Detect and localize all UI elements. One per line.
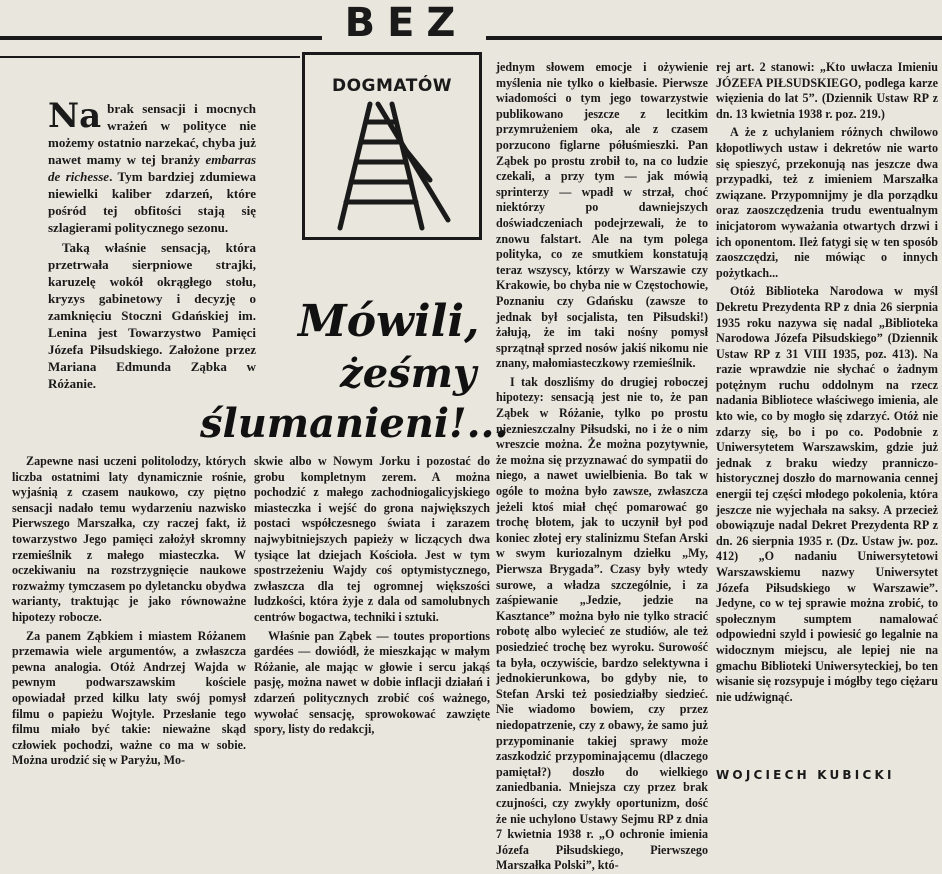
headline-line1: Mówili, bbox=[298, 296, 480, 347]
column-4 bbox=[716, 60, 938, 764]
headline-line3: ślumanieni!... bbox=[200, 400, 509, 447]
intro-p1-b: . Tym bardziej zdumiewa niewielki kaliber zdarzeń, które pośród tej obfitości stają się szlagierami politycznego sezonu. bbox=[48, 169, 257, 235]
intro-p1-a: brak sensacji i mocnych wrażeń w polityce nie możemy ostatnio narzekać, chyba już nawet mamy w tej branży bbox=[48, 101, 256, 167]
headline-line2: żeśmy bbox=[340, 350, 477, 397]
col2-p1: skwie albo w Nowym Jorku i pozostać do grobu kompletnym zerem. A można pochodzić z małego zachodniogalicyjskiego miasteczka i wejść do grona największych postaci współczesnego świata i zarazem najwybitniejszych papieży w liczących dwa tysiące lat dziejach Kościoła. Jest w tym spostrzeżeniu Wajdy coś optymistycznego, zwłaszcza dla tej ogromnej większości ludzkości, która żyje z dala od samolubnych centrów bogactwa, techniki i sztuki. bbox=[254, 454, 490, 624]
header-rule-right bbox=[486, 36, 942, 40]
header-rule-left-thin bbox=[0, 56, 300, 58]
col4-p2: A że z uchylaniem różnych chwilowo kłopotliwych ustaw i dekretów nie warto się spieszyć, przekonują nas jeszcze dwa przypadki, też z imieniem Marszałka związane. Przypomnijmy je dla porządku oraz zaoszczędzenia trudu ewentualnym inicjatorom wyważania otwartych drzwi i ich oponentom. Ileż fatygi się w ten sposób zaoszczędzi, nie mówiąc o innych pożytkach... bbox=[716, 125, 938, 280]
header-rule-left bbox=[0, 36, 322, 40]
dropcap: Na bbox=[48, 96, 102, 136]
col2-p2: Właśnie pan Ząbek — toutes proportions gardées — dowiódł, że mieszkając w małym Różanie, ale mając w głowie i sercu jakąś pasję, można nawet w dobie inflacji działań i zdarzeń politycznych zrobić coś ważnego, wywołać sensację, sprowokować zawzięte spory, listy do redakcji, bbox=[254, 628, 490, 737]
ladder-icon bbox=[318, 100, 468, 232]
intro-text bbox=[48, 96, 257, 391]
column-3 bbox=[496, 60, 708, 873]
intro-p1-em: embarras de richesse bbox=[48, 152, 256, 184]
byline: WOJCIECH KUBICKI bbox=[716, 768, 895, 782]
column-1 bbox=[12, 454, 246, 794]
col1-p2: Za panem Ząbkiem i miastem Różanem przemawia wiele argumentów, a zwłaszcza pewna analogia. Otóż Andrzej Wajda w pewnym podwarszawskim kościele opowiadał przed kilku laty swój pomysł filmu o papieżu Wojtyle. Przesłanie tego filmu miało być takie: nieważne skąd człowiek pochodzi, ważne co ma w sobie. Można urodzić się w Paryżu, Mo- bbox=[12, 628, 246, 768]
section-kicker: BEZ bbox=[344, 0, 468, 46]
col3-p2: I tak doszliśmy do drugiej roboczej hipotezy: sensacją jest nie to, że pan Ząbek w Różanie, tylko po prostu nieznieszczalny Piłsudski, no i że o nim wreszcie można. Że można pozytywnie, że można się przyznawać do sympatii do niego, a nawet uwielbienia. Bo tak w ogóle to można było zawsze, zwłaszcza jeżeli ktoś miał chęć pomarować go trochę błotem, jak to uczynił był pod koniec złotej ery stalinizmu Stefan Arski w swym kuriozalnym dziełku „My, Pierwsza Brygada”. Czasy były wtedy surowe, a władza szczególnie, i za zaśpiewanie „Jedzie, jedzie na Kasztance” można było nie tylko stracić robotę albo wylecieć ze studiów, ale też posiedzieć trochę bez wyroku. Surowość ta była, oczywiście, bardzo selektywna i jednokierunkowa, bo gdyby nie, to Stefan Arski też posiedziałby siedzieć. Nie wiadomo bowiem, czy przez niedopatrzenie, czy z obawy, że samo już przypominanie takiej sprawy może zaszkodzić przypominającemu (dlaczego pamiętał?) doszło do wielkiego zaniedbania. Mniejsza czy przez brak czujności, czy zwykły oportunizm, dość że nie uchylono Ustawy Sejmu RP z dnia 7 kwietnia 1938 r. „O ochronie imienia Józefa Piłsudskiego, Pierwszego Marszałka Polski”, któ- bbox=[496, 374, 708, 873]
column-2 bbox=[254, 454, 490, 794]
col1-p1: Zapewne nasi uczeni politolodzy, których liczba ostatnimi laty dynamicznie rośnie, wyjaśnią z czasem naukowo, czy piętno sensacji nadało temu wydarzeniu nazwisko Pierwszego Marszałka, czy raczej fakt, iż towarzystwo Jego pamięci założył skromny rzemieślnik z małego miasteczka. W oczekiwaniu na rozstrzygnięcie naukowe rozważmy tymczasem po dyletancku obydwa warianty, traktując je jako równoważne hipotezy robocze. bbox=[12, 454, 246, 624]
col4-p3: Otóż Biblioteka Narodowa w myśl Dekretu Prezydenta RP z dnia 26 sierpnia 1935 roku nazywa się nadal „Biblioteka Narodowa Józefa Piłsudskiego” (Dziennik Ustaw RP z 31 VIII 1935, poz. 413). Na razie wprawdzie nie słychać o żadnym potężnym ruchu oddolnym na rzecz nadania Bibliotece właściwego imienia, ale kto wie, co by mogło się zdarzyć. Otóż nie zdarzy się, bo i po co. Podobnie z Uniwersytetem Warszawskim, gdzie już jednak z braku wiedzy pranniczo-historycznej doszło do marnowania cennej energii tej części młodego pokolenia, która jeszcze nie wyjechała na saksy. A przecież obowiązuje nadal Dekret Prezydenta RP z dn. 26 sierpnia 1935 r. (Dz. Ustaw jw. poz. 412) „O nadaniu Uniwersytetowi Warszawskiemu nazwy Uniwersytet Józefa Piłsudskiego w Warszawie”. Jedyne, co w tej sprawie można zrobić, to społecznym sumptem namalować odpowiedni szyld i powiesić go legalnie na widocznym miejscu, ale lepiej nie na gmachu Biblioteki Uniwersyteckiej, bo ten wisanie się rozsypuje i mógłby tego ciężaru nie udźwignąć. bbox=[716, 284, 938, 704]
col3-p1: jednym słowem emocje i ożywienie myślenia nie tylko o kiełbasie. Pierwsze wiadomości o tym jego towarzystwie publikowano jeszcze z lecitkim przymrużeniem oka, ale z czasem porzucono figlarne półuśmieszki. Pan Ząbek po prostu zrobił to, na co ludzie czekali, a przy tym — jak mówią sprinterzy — wpadł w strzał, choć niektórzy po dawniejszych doświadczeniach podejrzewali, że to znowu falstart. Ale na tym polega polityka, co ze smutkiem konstatują teraz wszyscy, którzy w Warszawie czy Krakowie, bo chyba nie w Częstochowie, Poznaniu czy Gdańsku (zawsze to jednak był socjalista, ten Piłsudski!) żałują, że im taki nośny pomysł sprzątnął sprzed nosów jakiś nikomu nie znany, małomiasteczkowy rzemieślnik. bbox=[496, 60, 708, 371]
section-subtitle: DOGMATÓW bbox=[331, 76, 453, 96]
intro-p2: Taką właśnie sensacją, która przetrwała sierpniowe strajki, karuzelę wokół okrągłego stołu, kryzys gabinetowy i decyzję o zamknięciu Stoczni Gdańskiej im. Lenina jest Towarzystwo Pamięci Józefa Piłsudskiego. Założone przez Mariana Edmunda Ząbka w Różanie. bbox=[48, 240, 256, 391]
col4-p1: rej art. 2 stanowi: „Kto uwłacza Imieniu JÓZEFA PIŁSUDSKIEGO, podlega karze więzienia do lat 5”. (Dziennik Ustaw RP z dn. 13 kwietnia 1938 r. poz. 219.) bbox=[716, 60, 938, 121]
